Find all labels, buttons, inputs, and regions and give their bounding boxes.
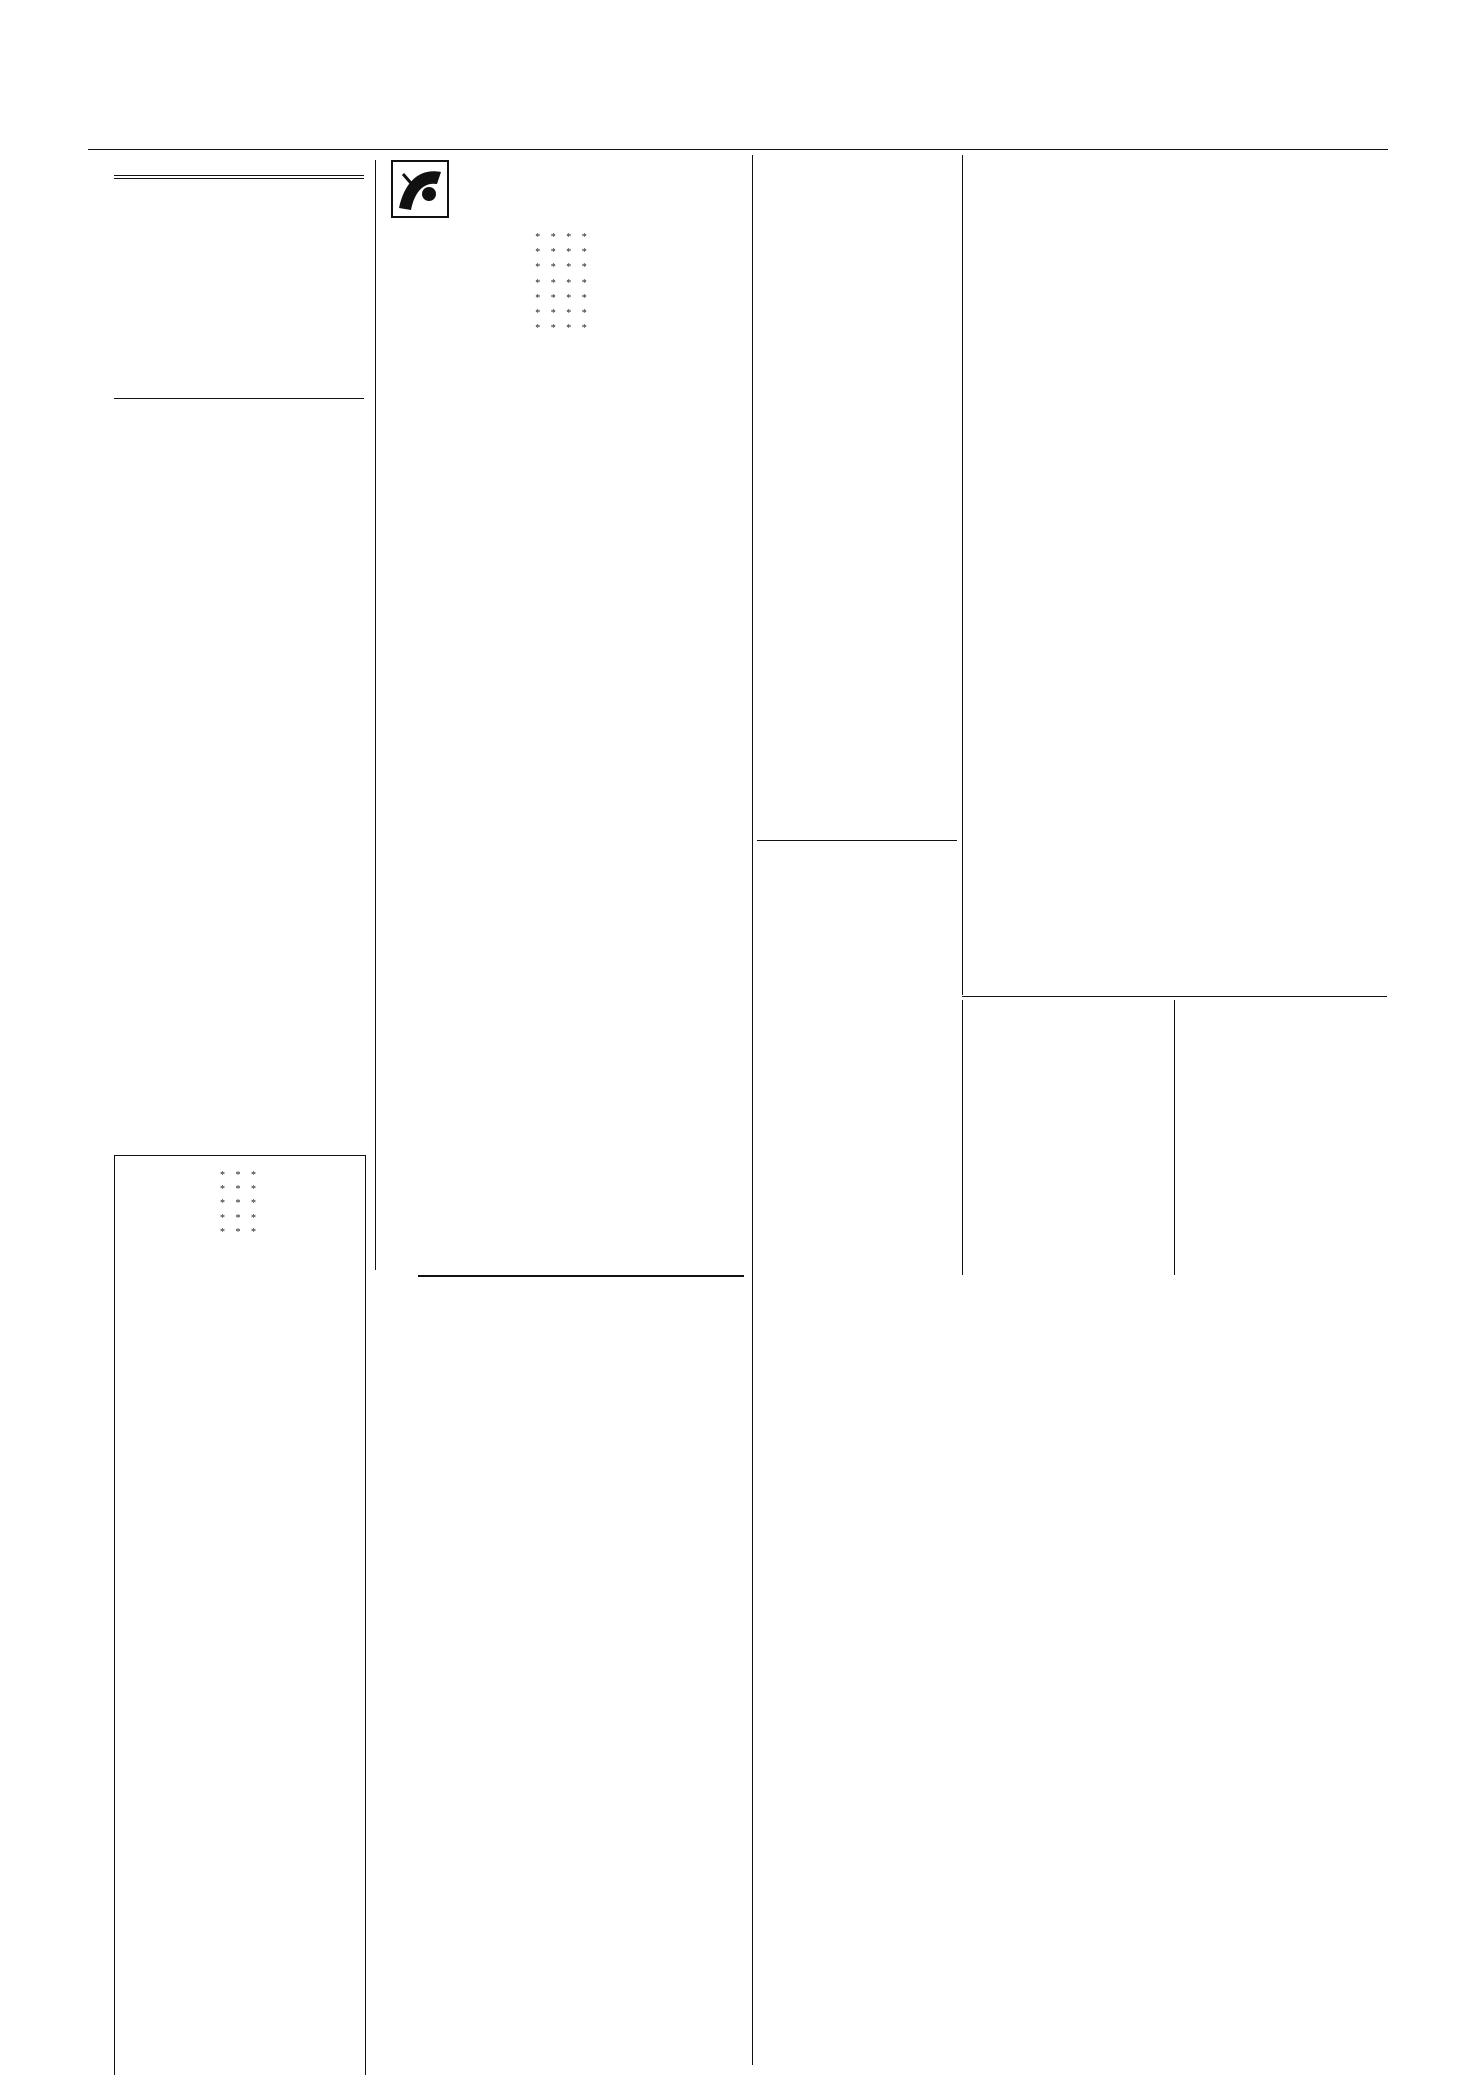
masthead — [88, 139, 1388, 159]
sophomore-article — [418, 1283, 742, 1291]
line-stars: * * * * — [535, 247, 591, 259]
roomies-logo-icon — [391, 160, 449, 218]
campusmacks-box — [114, 1155, 366, 2075]
line-stars: * * * * — [535, 232, 591, 243]
fund-body-col3 — [1180, 1000, 1386, 1003]
campusmacks-body — [115, 1170, 365, 1238]
fundamentally-article — [757, 848, 957, 852]
flag-vol-row — [114, 175, 364, 179]
flag-member-row — [114, 167, 364, 169]
forum-article — [975, 160, 1387, 170]
line-body — [383, 232, 743, 335]
cm-stars: * * * — [220, 1184, 260, 1196]
line-stars: * * * * — [535, 323, 591, 335]
cm-stars: * * * — [220, 1170, 260, 1181]
cm-stars: * * * — [220, 1212, 260, 1224]
fund-body-col2 — [968, 1000, 1168, 1002]
line-stars: * * * * — [535, 292, 591, 304]
cm-stars: * * * — [220, 1226, 260, 1238]
charters-article — [114, 404, 364, 410]
line-article — [383, 160, 743, 338]
student-orgs-article — [757, 152, 957, 156]
line-stars: * * * * — [535, 277, 591, 289]
line-header — [383, 160, 743, 220]
flag-box — [114, 165, 364, 183]
line-stars: * * * * — [535, 262, 591, 274]
line-stars: * * * * — [535, 308, 591, 320]
cm-stars: * * * — [220, 1198, 260, 1210]
